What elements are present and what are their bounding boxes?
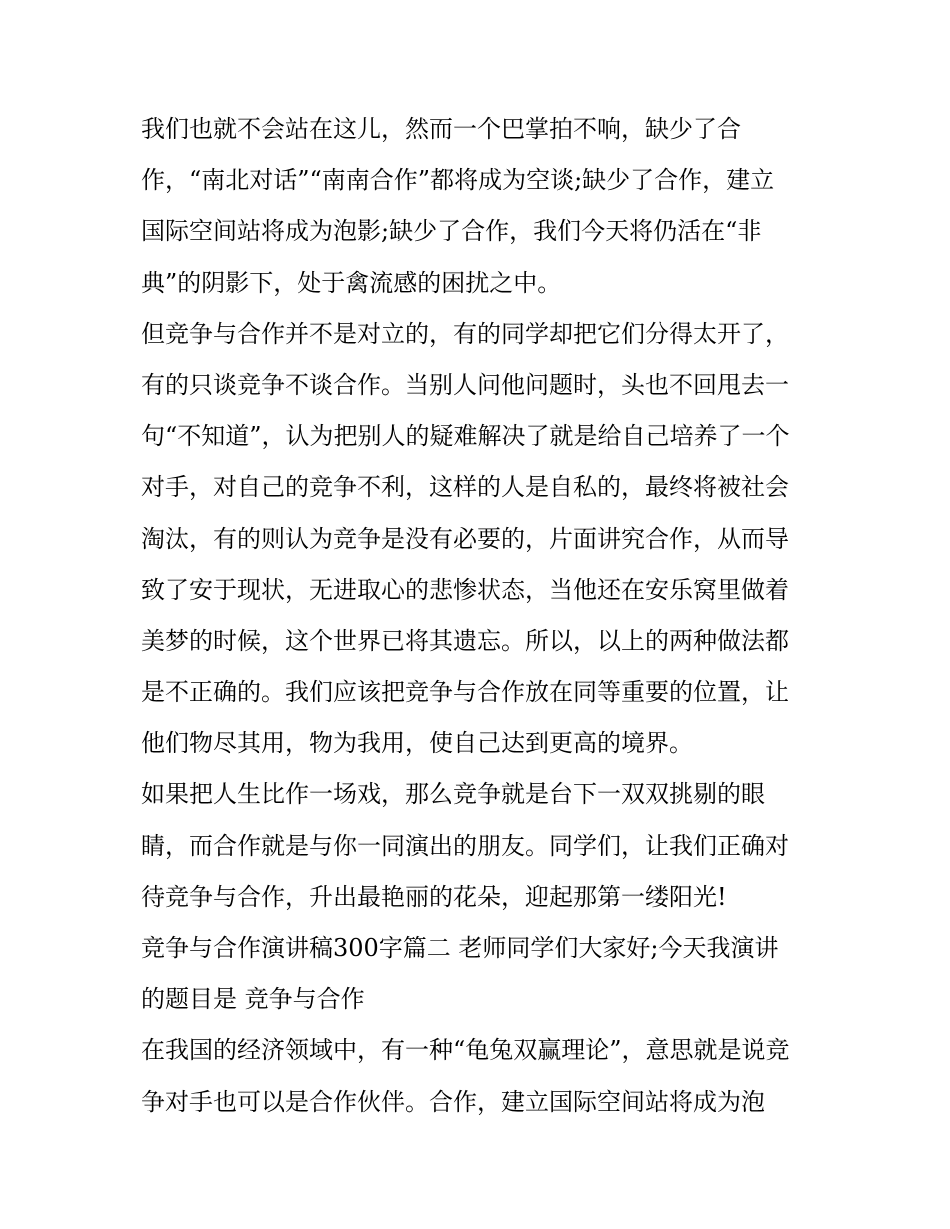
text-line: 句“不知道”，认为把别人的疑难解决了就是给自己培养了一个 xyxy=(141,422,790,451)
document-body xyxy=(141,104,821,1128)
text-line: 在我国的经济领域中，有一种“龟兔双赢理论”，意思就是说竞 xyxy=(141,1036,790,1065)
text-line: 致了安于现状，无进取心的悲惨状态，当他还在安乐窝里做着 xyxy=(141,575,789,604)
text-line: 典”的阴影下，处于禽流感的困扰之中。 xyxy=(141,268,562,297)
text-line: 他们物尽其用，物为我用，使自己达到更高的境界。 xyxy=(141,729,693,758)
text-line: 美梦的时候，这个世界已将其遗忘。所以，以上的两种做法都 xyxy=(141,626,789,655)
text-line: 是不正确的。我们应该把竞争与合作放在同等重要的位置，让 xyxy=(141,678,789,707)
text-line: 有的只谈竞争不谈合作。当别人问他问题时，头也不回甩去一 xyxy=(141,370,789,399)
text-line: 待竞争与合作，升出最艳丽的花朵，迎起那第一缕阳光! xyxy=(141,882,727,911)
text-line: 淘汰，有的则认为竞争是没有必要的，片面讲究合作，从而导 xyxy=(141,524,789,553)
text-line: 争对手也可以是合作伙伴。合作，建立国际空间站将成为泡 xyxy=(141,1087,765,1116)
text-line: 我们也就不会站在这儿，然而一个巴掌拍不响，缺少了合 xyxy=(141,115,741,143)
text-line: 作，“南北对话”“南南合作”都将成为空谈;缺少了合作，建立 xyxy=(141,166,775,195)
text-line: 睛，而合作就是与你一同演出的朋友。同学们，让我们正确对 xyxy=(141,831,789,860)
text-line: 国际空间站将成为泡影;缺少了合作，我们今天将仍活在“非 xyxy=(141,217,762,246)
text-line: 如果把人生比作一场戏，那么竞争就是台下一双双挑剔的眼 xyxy=(141,780,765,809)
text-line: 对手，对自己的竞争不利，这样的人是自私的，最终将被社会 xyxy=(141,473,789,502)
text-line: 竞争与合作演讲稿300字篇二 老师同学们大家好;今天我演讲 xyxy=(141,934,779,962)
text-line: 但竞争与合作并不是对立的，有的同学却把它们分得太开了， xyxy=(141,319,789,348)
text-line: 的题目是 竞争与合作 xyxy=(141,985,365,1014)
